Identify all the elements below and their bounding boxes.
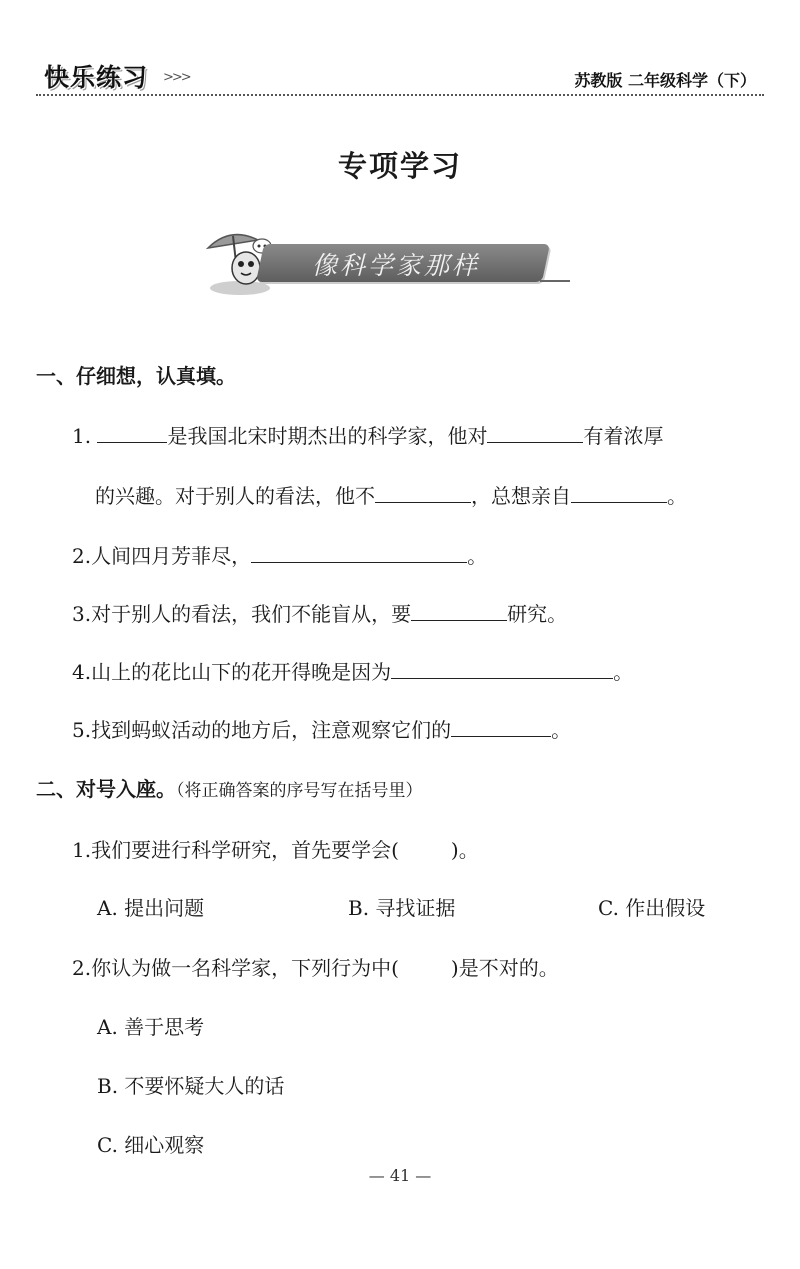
option-c: C. 作出假设 xyxy=(598,896,706,920)
question-text: 找到蚂蚁活动的地方后，注意观察它们的 xyxy=(91,718,452,742)
question-number: 2. xyxy=(72,544,92,568)
section-banner xyxy=(200,222,600,298)
question-4 xyxy=(72,656,633,685)
question-text: )是不对的。 xyxy=(450,956,559,980)
answer-blank[interactable] xyxy=(375,482,471,503)
question-text: 。 xyxy=(467,544,488,568)
answer-blank[interactable] xyxy=(451,716,551,737)
answer-blank[interactable] xyxy=(391,658,613,679)
question-text: ，总想亲自 xyxy=(471,484,571,508)
question-text: 对于别人的看法，我们不能盲从，要 xyxy=(91,602,412,626)
option-c: C. 细心观察 xyxy=(97,1133,205,1157)
answer-blank[interactable] xyxy=(571,482,667,503)
option-a: A. 善于思考 xyxy=(97,1015,205,1039)
section2-instruction: （将正确答案的序号写在括号里） xyxy=(176,781,423,801)
question-text: 。 xyxy=(667,484,687,508)
option-b: B. 寻找证据 xyxy=(348,896,456,920)
answer-blank[interactable] xyxy=(487,422,583,443)
question-3 xyxy=(72,598,567,627)
question-number: 1. xyxy=(72,838,92,862)
question-number: 1. xyxy=(72,424,92,448)
question-text: )。 xyxy=(450,838,479,862)
banner-title: 像科学家那样 xyxy=(312,251,481,280)
answer-blank[interactable] xyxy=(251,542,467,563)
option-a: A. 提出问题 xyxy=(97,896,205,920)
question-number: 4. xyxy=(72,660,92,684)
section2-heading xyxy=(36,773,423,802)
question-number: 5. xyxy=(72,718,92,742)
question-1-line1 xyxy=(72,420,663,449)
question-text: 。 xyxy=(551,718,572,742)
answer-blank[interactable] xyxy=(97,422,167,443)
question-text: 我们要进行科学研究，首先要学会( xyxy=(91,838,399,862)
series-brand: 快乐练习 xyxy=(44,63,149,92)
question-5 xyxy=(72,714,571,743)
question-text: 。 xyxy=(613,660,634,684)
answer-blank[interactable] xyxy=(411,600,507,621)
question-text: 的兴趣。对于别人的看法，他不 xyxy=(95,484,375,508)
edition-label: 苏教版 二年级科学（下） xyxy=(574,71,756,90)
question-2 xyxy=(72,540,487,569)
section2-title: 二、对号入座。 xyxy=(36,777,176,801)
question-text: 是我国北宋时期杰出的科学家，他对 xyxy=(167,424,488,448)
banner-underline xyxy=(540,280,570,282)
page-title: 专项学习 xyxy=(337,149,462,183)
question-text: 人间四月芳菲尽， xyxy=(91,544,252,568)
question-text: 有着浓厚 xyxy=(583,424,664,448)
header-divider xyxy=(36,94,764,96)
question-text: 山上的花比山下的花开得晚是因为 xyxy=(91,660,392,684)
choice-question-2 xyxy=(72,952,559,981)
question-text: 研究。 xyxy=(507,602,568,626)
question-1-line2 xyxy=(95,480,687,509)
brand-arrows: >>> xyxy=(163,70,190,85)
option-b: B. 不要怀疑大人的话 xyxy=(97,1074,285,1098)
question-text: 你认为做一名科学家，下列行为中( xyxy=(91,956,399,980)
page-number: — 41 — xyxy=(368,1166,432,1185)
question-number: 2. xyxy=(72,956,92,980)
section1-heading: 一、仔细想，认真填。 xyxy=(36,364,236,388)
choice-question-1 xyxy=(72,834,479,863)
question-number: 3. xyxy=(72,602,92,626)
